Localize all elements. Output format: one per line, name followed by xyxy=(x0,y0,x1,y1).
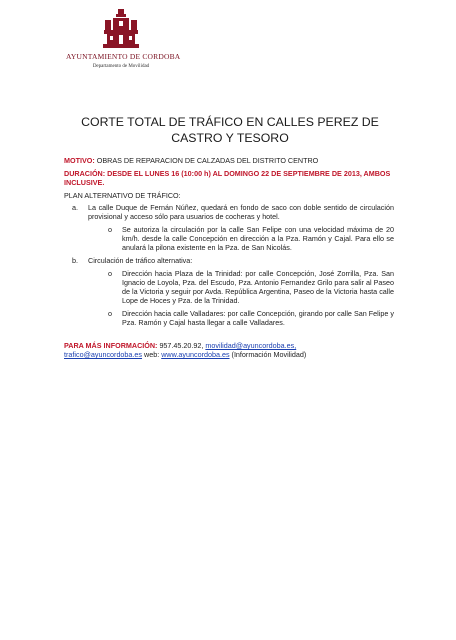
contact-email-movilidad-link[interactable]: movilidad@ayuncordoba.es, xyxy=(205,341,297,350)
department-name: Departamento de Movilidad xyxy=(92,64,150,69)
duracion-text: DESDE EL LUNES 16 (10:00 h) AL DOMINGO 22 DE SEPTIEMBRE DE 2013, AMBOS INCLUSIVE. xyxy=(64,169,391,187)
plan-list xyxy=(64,203,394,327)
motivo-line xyxy=(64,156,394,165)
contact-label: PARA MÁS INFORMACIÓN: xyxy=(64,341,158,350)
circle-bullet-icon: o xyxy=(108,225,112,234)
letterhead xyxy=(66,8,181,69)
sub-list-item xyxy=(108,269,394,305)
contact-phone: 957.45.20.92, xyxy=(159,341,204,350)
sub-list-item-text: Dirección hacia Plaza de la Trinidad: por calle Concepción, José Zorrilla, Pza. San Ignacio de Loyola, Pza. del Escudo, Pza. Antonio Fernandez Grilo para salir al Paseo de la Victoria y seguir por Avda. República Argentina, Paseo de la Victoria hasta calle Lope de Hoces y Pza. de la Trinidad. xyxy=(122,269,394,305)
document-body xyxy=(64,156,394,363)
motivo-text: OBRAS DE REPARACION DE CALZADAS DEL DISTRITO CENTRO xyxy=(96,156,319,165)
sub-list-item xyxy=(108,225,394,252)
website-link[interactable]: www.ayuncordoba.es xyxy=(161,350,230,359)
contact-email-trafico-link[interactable]: trafico@ayuncordoba.es xyxy=(64,350,143,359)
motivo-label: MOTIVO: xyxy=(64,156,95,165)
list-item xyxy=(64,256,394,265)
list-marker: b. xyxy=(72,256,78,265)
duracion-line xyxy=(64,169,394,187)
document-title: CORTE TOTAL DE TRÁFICO EN CALLES PEREZ DE CASTRO Y TESORO xyxy=(81,115,379,145)
list-item-text: Circulación de tráfico alternativa: xyxy=(88,256,193,265)
plan-heading: PLAN ALTERNATIVO DE TRÁFICO: xyxy=(64,191,181,200)
list-item-text: La calle Duque de Fernán Núñez, quedará en fondo de saco con doble sentido de circulación provisional y acceso sólo para usuarios de cocheras y hotel. xyxy=(88,203,394,221)
organization-name: AYUNTAMIENTO DE CORDOBA xyxy=(66,52,181,61)
web-note: (Información Movilidad) xyxy=(231,350,307,359)
contact-info xyxy=(64,341,394,359)
duracion-label: DURACIÓN: xyxy=(64,169,106,178)
list-item xyxy=(64,203,394,221)
city-coat-of-arms-logo xyxy=(101,8,141,50)
circle-bullet-icon: o xyxy=(108,269,112,278)
sub-list-item xyxy=(108,309,394,327)
web-label: web: xyxy=(144,350,160,359)
circle-bullet-icon: o xyxy=(108,309,112,318)
list-marker: a. xyxy=(72,203,78,212)
sub-list-item-text: Se autoriza la circulación por la calle San Felipe con una velocidad máxima de 20 km/h. desde la calle Concepción en dirección a la Pza. Ramón y Cajal. Para ello se anulará la pilona existente en la Pza. de San Nicolás. xyxy=(122,225,394,252)
sub-list-item-text: Dirección hacia calle Valladares: por calle Concepción, girando por calle San Felipe y Pza. Ramón y Cajal hasta llegar a calle Valladares. xyxy=(122,309,394,327)
